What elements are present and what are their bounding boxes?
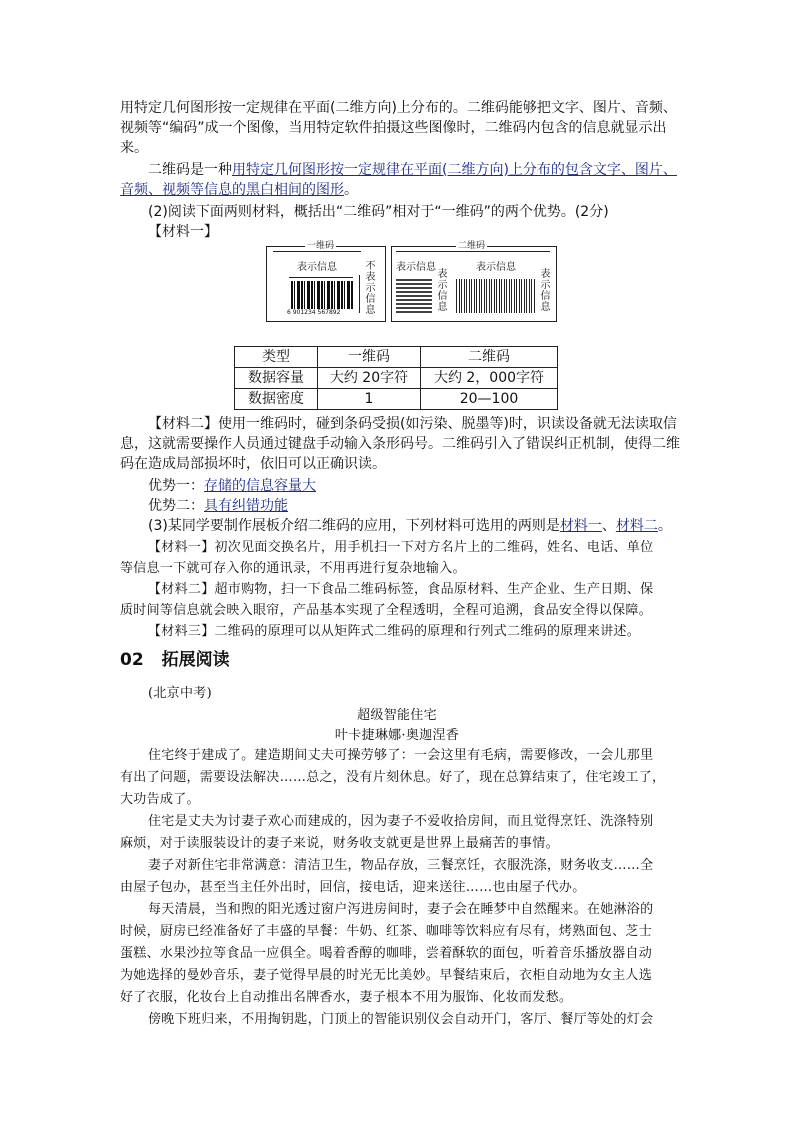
- question-3-text: (3)某同学要制作展板介绍二维码的应用，下列材料可选用的两则是: [148, 518, 560, 534]
- question-3: [148, 516, 672, 536]
- q3-material-line: 【材料二】超市购物，扫一下食品二维码标签，食品原材料、生产企业、生产日期、保: [148, 582, 654, 597]
- answer-underlined: 音频、视频等信息的黑白相间的图形: [120, 182, 344, 198]
- answer-suffix: 。: [344, 182, 358, 198]
- paragraph-line: 来。: [120, 140, 148, 156]
- span-arrow: [396, 251, 550, 252]
- story-line: 妻子对新住宅非常满意：清洁卫生，物品存放，三餐烹饪，衣服洗涤，财务收支……全: [148, 858, 654, 873]
- story-line: 为她选择的曼妙音乐，妻子觉得早晨的时光无比美妙。早餐结束后，衣柜自动地为女主人选: [120, 968, 653, 983]
- story-line: 有出了问题，需要设法解决……总之，没有片刻休息。好了，现在总算结束了，住宅竣工了，: [120, 770, 666, 785]
- story-line: 蛋糕、水果沙拉等食品一应俱全。喝着香醇的咖啡，尝着酥软的面包，听着音乐播放器自动: [120, 946, 653, 961]
- paragraph-line: 用特定几何图形按一定规律在平面(二维方向)上分布的。二维码能够把文字、图片、音频、: [120, 100, 677, 116]
- material2-line: 【材料二】使用一维码时，碰到条码受损(如污染、脱墨等)时，识读设备就无法读取信: [148, 416, 677, 432]
- table-cell: 数据容量: [235, 368, 318, 389]
- story-line: 麻烦，对于读服装设计的妻子来说，财务收支就更是世界上最痛苦的事情。: [120, 836, 559, 851]
- table-cell: 大约 20字符: [318, 368, 421, 389]
- section-title: 拓展阅读: [161, 650, 230, 670]
- label-info-v2: 表示信息: [540, 269, 551, 313]
- label-info-v1: 表示信息: [437, 269, 448, 313]
- table-cell: 大约 2，000字符: [421, 368, 558, 389]
- story-author: 叶卡捷琳娜·奥迦涅香: [334, 728, 460, 743]
- barcode-number: 6 901234 567892: [287, 309, 341, 316]
- story-line: 傍晚下班归来，不用掏钥匙，门顶上的智能识别仪会自动开门，客厅、餐厅等处的灯会: [148, 1012, 654, 1027]
- story-line: 每天清晨，当和煦的阳光透过窗户泻进房间时，妻子会在睡梦中自然醒来。在她淋浴的: [148, 902, 654, 917]
- material1-label: 【材料一】: [148, 224, 218, 240]
- question-2: (2)阅读下面两则材料，概括出“二维码”相对于“一维码”的两个优势。(2分): [148, 204, 609, 220]
- vertical-arrow: [359, 275, 360, 313]
- q3-material-line: 【材料一】初次见面交换名片，用手机扫一下对方名片上的二维码，姓名、电话、单位: [148, 540, 654, 555]
- story-line: 由屋子包办，甚至当主任外出时，回信，接电话，迎来送往……也由屋子代办。: [120, 880, 586, 895]
- question-3-answer: 材料一: [559, 518, 602, 534]
- q3-material-line: 【材料三】二维码的原理可以从矩阵式二维码的原理和行列式二维码的原理来讲述。: [148, 624, 641, 639]
- comparison-table: [234, 346, 558, 410]
- label-info-h1: 表示信息: [396, 262, 436, 273]
- label-info-h: 表示信息: [297, 262, 337, 273]
- figure-title-2d: 二维码: [458, 241, 486, 251]
- material2-line: 息，这就需要操作人员通过键盘手动输入条形码号。二维码引入了错误纠正机制，使得二维: [120, 436, 680, 452]
- barcode-bars: [291, 281, 353, 309]
- table-header-row: [235, 347, 558, 368]
- story-title: 超级智能住宅: [357, 708, 437, 723]
- table-cell: 数据密度: [235, 389, 318, 410]
- table-cell: 1: [318, 389, 421, 410]
- section-heading: [120, 648, 230, 672]
- advantage-2: [148, 496, 288, 516]
- barcode-figure: [266, 241, 386, 322]
- table-cell: 20—100: [421, 389, 558, 410]
- story-line: 时候，厨房已经准备好了丰盛的早餐：牛奶、红茶、咖啡等饮料应有尽有，烤熟面包、芝士: [120, 924, 653, 939]
- q3-material-line: 质时间等信息就会映入眼帘，产品基本实现了全程透明，全程可追溯，食品安全得以保障。: [120, 603, 653, 618]
- source-label: (北京中考): [148, 686, 212, 701]
- answer-line: [120, 180, 358, 200]
- advantage-label: 优势二：: [148, 498, 204, 514]
- section-number: 02: [120, 650, 144, 670]
- qr-matrix: [396, 279, 432, 313]
- story-line: 大功告成了。: [120, 792, 200, 807]
- table-row: [235, 368, 558, 389]
- advantage-answer: 具有纠错功能: [204, 498, 288, 514]
- answer-underlined: 用特定几何图形按一定规律在平面(二维方向)上分布的包含文字、图片、: [232, 162, 677, 178]
- q3-material-line: 等信息一下就可存入你的通讯录，不用再进行复杂地输入。: [120, 561, 466, 576]
- advantage-answer: 存储的信息容量大: [204, 478, 316, 494]
- table-row: [235, 389, 558, 410]
- answer-line: [148, 160, 677, 180]
- story-line: 住宅是丈夫为讨妻子欢心而建成的，因为妻子不爱收拾房间，而且觉得烹饪、洗涤特别: [148, 814, 654, 829]
- advantage-1: [148, 476, 316, 496]
- question-3-answer: 材料二: [615, 518, 658, 534]
- info-arrow: [289, 277, 353, 278]
- stacked-barcode: [456, 279, 536, 313]
- story-line: 住宅终于建成了。建造期间丈夫可操劳够了：一会这里有毛病，需要修改，一会儿那里: [148, 748, 654, 763]
- label-no-info: 不表示信息: [365, 261, 376, 316]
- span-arrow: [273, 251, 361, 252]
- material2-line: 码在造成局部损坏时，依旧可以正确识读。: [120, 456, 386, 472]
- table-header-cell: 类型: [235, 347, 318, 368]
- story-line: 好了衣服，化妆台上自动推出名牌香水，妻子根本不用为服饰、化妆而发愁。: [120, 990, 573, 1005]
- advantage-label: 优势一：: [148, 478, 204, 494]
- label-info-h2: 表示信息: [476, 262, 516, 273]
- qrcode-figure: [391, 241, 557, 322]
- paragraph-line: 视频等“编码”成一个图像，当用特定软件拍摄这些图像时，二维码内包含的信息就显示出: [120, 120, 667, 136]
- answer-prefix: 二维码是一种: [148, 162, 232, 178]
- separator: 、: [601, 518, 616, 534]
- period: 。: [657, 518, 672, 534]
- table-header-cell: 一维码: [318, 347, 421, 368]
- table-header-cell: 二维码: [421, 347, 558, 368]
- figure-title-1d: 一维码: [307, 241, 335, 251]
